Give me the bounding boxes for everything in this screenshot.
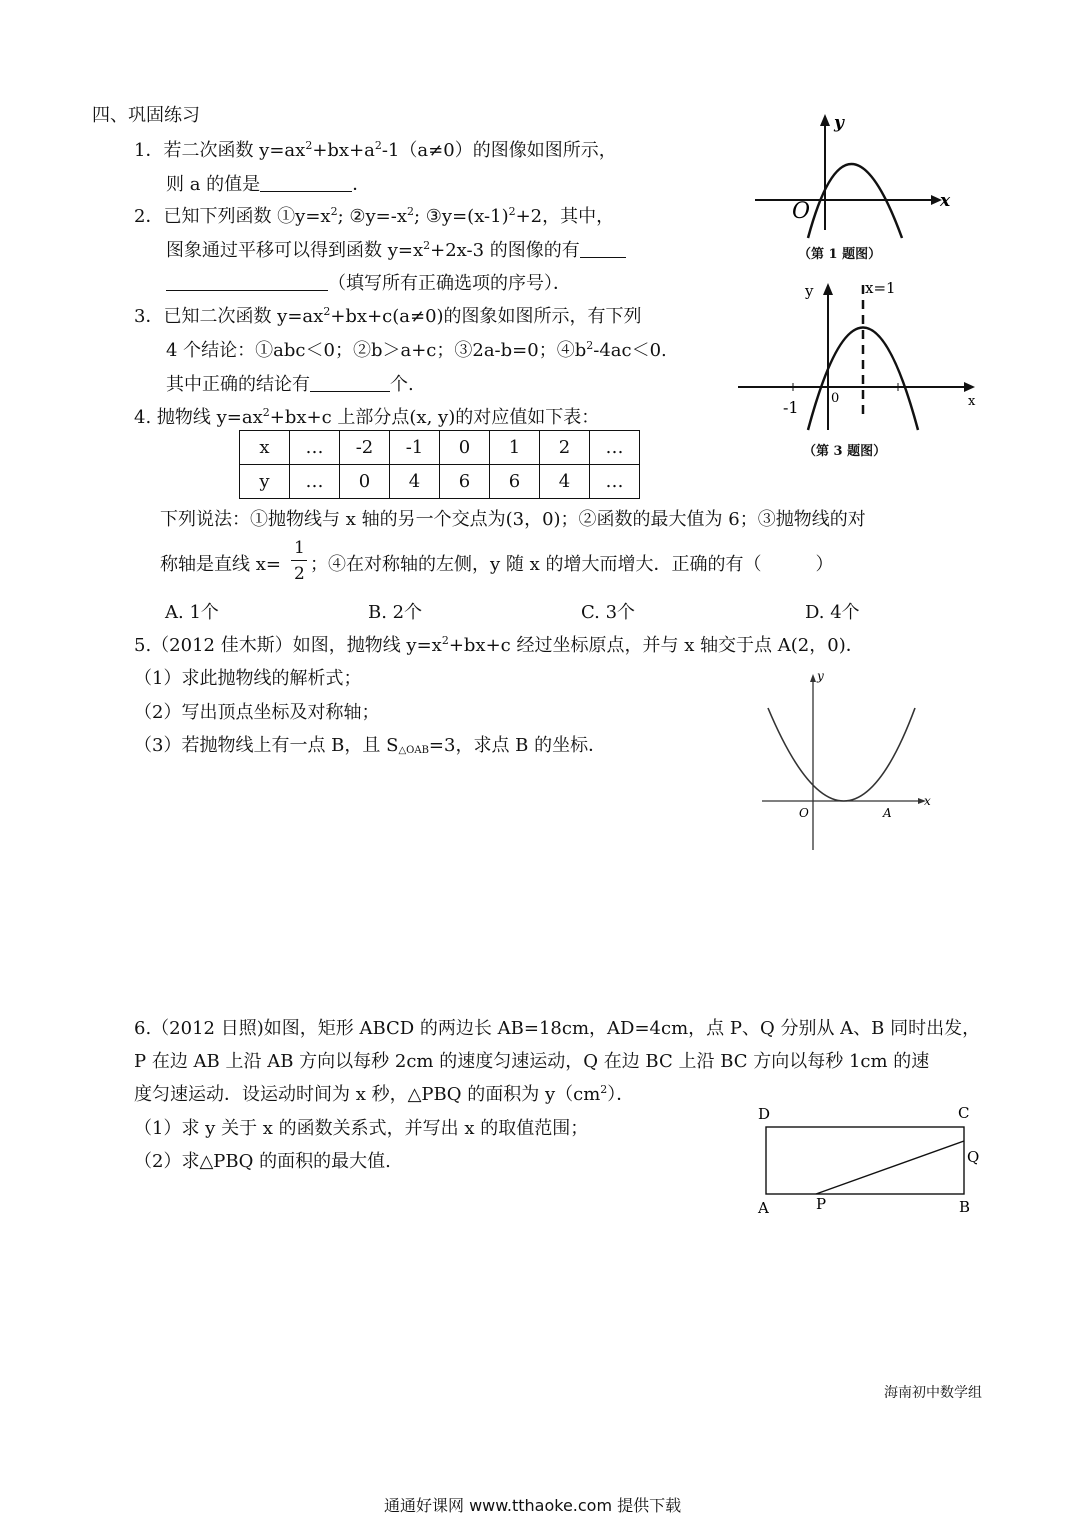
figure-q3-graph	[735, 280, 985, 440]
answer-blank[interactable]	[260, 175, 352, 192]
footer-right-text: 海南初中数学组	[884, 1385, 982, 1401]
table-cell: …	[590, 431, 640, 465]
table-cell: …	[290, 431, 340, 465]
q4-statements-line1: 下列说法：①抛物线与 x 轴的另一个交点为(3，0)；②函数的最大值为 6；③抛物线的对	[160, 509, 866, 530]
table-cell: …	[290, 465, 340, 499]
fig6-label-q: Q	[967, 1148, 980, 1166]
fig6-label-d: D	[758, 1105, 771, 1123]
q1-line1: 1．若二次函数 $y=ax^2+bx+a^2-1(a\ne 0)$的图像如图所示，	[134, 139, 617, 161]
q2-line1: 2．已知下列函数 $①y=x^2$; $②y=-x^2$; $③y=(x-1)^2+2$，其中，	[134, 205, 615, 227]
table-row	[240, 431, 640, 465]
fig6-label-a: A	[758, 1199, 769, 1217]
fraction-numerator: 1	[294, 538, 305, 558]
q3-line2: 4 个结论：①abc＜0；②b＞a+c；③2a-b=0；$④b^2-4ac<0$.	[166, 339, 667, 361]
fraction-denominator: 2	[294, 564, 305, 584]
table-cell: …	[590, 465, 640, 499]
figure-q3-caption: （第 3 题图）	[803, 444, 887, 459]
answer-blank[interactable]	[580, 241, 626, 258]
fig3-y-label: y	[805, 282, 814, 300]
fraction-bar	[291, 560, 307, 561]
fig3-origin-label: 0	[831, 391, 840, 406]
q4-option-c: C. 3个	[581, 602, 636, 623]
q3-line3: 其中正确的结论有 个.	[166, 374, 414, 395]
answer-blank[interactable]	[310, 375, 390, 392]
table-cell: 0	[340, 465, 390, 499]
q6-line2: P 在边 AB 上沿 AB 方向以每秒 2cm 的速度匀速运动，Q 在边 BC 上沿 BC 方向以每秒 1cm 的速	[134, 1051, 930, 1072]
q2-line3: （填写所有正确选项的序号）．	[166, 274, 571, 293]
q3-line1: 3．已知二次函数 $y=ax^2+bx+c(a\ne 0)$的图象如图所示，有下列	[134, 305, 642, 327]
q4-statements-line2b: ；④在对称轴的左侧，y 随 x 的增大而增大．正确的有（ ）	[310, 554, 834, 575]
table-row	[240, 465, 640, 499]
q4-option-a: A. 1个	[165, 602, 219, 623]
q5-part3: （3）若抛物线上有一点 B，且 $S_{\triangle OAB}=3$，求点 B 的坐标．	[134, 735, 607, 756]
fig5-y-label: y	[817, 669, 824, 683]
q6-line3: 度匀速运动．设运动时间为 x 秒，△PBQ 的面积为 $y(cm^2)$．	[134, 1083, 635, 1105]
q5-part1: （1）求此抛物线的解析式；	[134, 668, 362, 689]
figure-q1-caption: （第 1 题图）	[798, 247, 882, 262]
q4-statements-line2a: 称轴是直线 x=	[160, 554, 281, 575]
table-cell: 1	[490, 431, 540, 465]
q6-part1: （1）求 y 关于 x 的函数关系式，并写出 x 的取值范围；	[134, 1118, 589, 1139]
q2-line2: 图象通过平移可以得到函数 $y=x^2+2x-3$ 的图像的有	[166, 241, 626, 260]
fig6-label-p: P	[816, 1195, 827, 1213]
fig3-x-label: x	[968, 394, 976, 409]
answer-blank[interactable]	[166, 274, 328, 291]
q6-part2: （2）求△PBQ 的面积的最大值.	[134, 1151, 391, 1172]
figure-q1-graph	[750, 110, 970, 240]
table-cell: y	[240, 465, 290, 499]
section-title: 四、巩固练习	[92, 105, 200, 126]
figure-q6-rectangle	[750, 1100, 990, 1220]
q5-part2: （2）写出顶点坐标及对称轴；	[134, 702, 380, 723]
table-cell: 4	[540, 465, 590, 499]
table-cell: x	[240, 431, 290, 465]
q4-option-b: B. 2个	[368, 602, 423, 623]
fig6-label-c: C	[958, 1104, 970, 1122]
fig5-point-a-label: A	[883, 806, 892, 820]
footer-text: 通通好课网 www.tthaoke.com 提供下载	[384, 1496, 682, 1515]
table-cell: 4	[390, 465, 440, 499]
q5-line1: 5.（2012 佳木斯）如图，抛物线 $y=x^2+bx+c$ 经过坐标原点，并与 x 轴交于点 A(2，0)．	[134, 634, 864, 656]
figure-q5-graph	[760, 668, 940, 853]
table-cell: -1	[390, 431, 440, 465]
fig6-label-b: B	[959, 1198, 971, 1216]
q4-line1: 4. 抛物线 $y=ax^2+bx+c$ 上部分点(x, y)的对应值如下表：	[134, 406, 600, 428]
q1-line2: 则 a 的值是 ．	[166, 174, 371, 195]
table-cell: -2	[340, 431, 390, 465]
table-cell: 0	[440, 431, 490, 465]
fig1-origin-label: O	[792, 199, 811, 224]
table-cell: 6	[440, 465, 490, 499]
table-cell: 6	[490, 465, 540, 499]
fig5-x-label: x	[924, 794, 931, 808]
q4-value-table	[239, 430, 640, 499]
fig3-minus1-label: -1	[783, 398, 799, 417]
table-cell: 2	[540, 431, 590, 465]
fig1-x-label: x	[940, 191, 951, 211]
fig3-axis-label: x=1	[865, 279, 896, 297]
q4-option-d: D. 4个	[805, 602, 860, 623]
fig1-y-label: y	[834, 113, 844, 133]
fig5-origin-label: O	[799, 806, 809, 820]
q6-line1: 6.（2012 日照)如图，矩形 ABCD 的两边长 AB=18cm，AD=4cm，点 P、Q 分别从 A、B 同时出发，	[134, 1018, 981, 1039]
